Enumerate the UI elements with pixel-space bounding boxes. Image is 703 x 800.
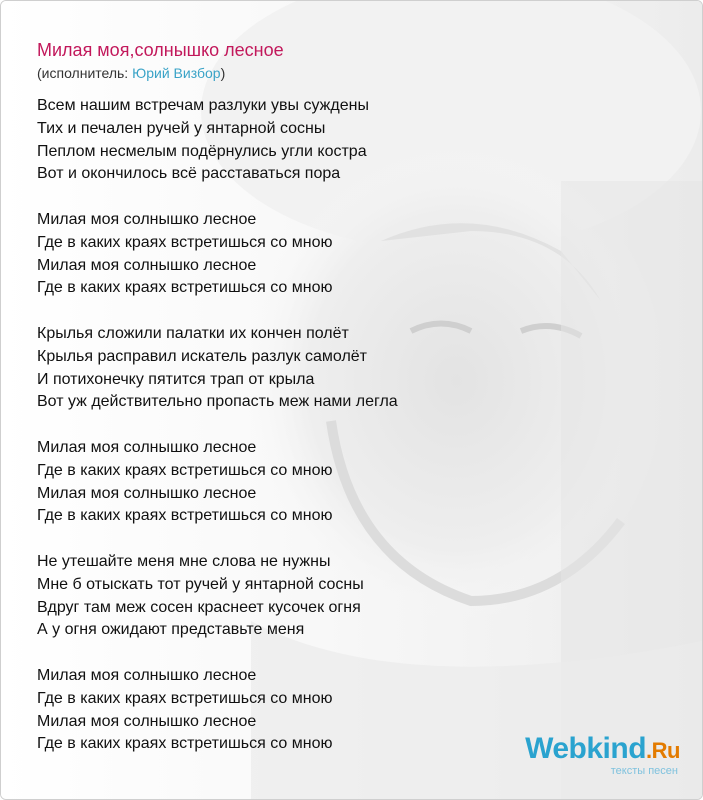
- performer-line: [37, 65, 225, 81]
- stanza: [37, 323, 507, 414]
- stanza-gap: [37, 528, 507, 551]
- lyric-line: Милая моя солнышко лесное: [37, 210, 257, 228]
- lyric-line: Где в каких краях встретишься со мною: [37, 735, 333, 753]
- lyric-line: Тих и печален ручей у янтарной сосны: [37, 119, 326, 137]
- lyric-line: Где в каких краях встретишься со мною: [37, 279, 333, 297]
- performer-prefix: (исполнитель:: [37, 65, 133, 81]
- logo-domain-text: .Ru: [646, 738, 680, 763]
- stanza: [37, 209, 507, 300]
- song-title: Милая моя,солнышко лесное: [37, 40, 284, 60]
- lyric-line: Милая моя солнышко лесное: [37, 712, 257, 730]
- lyric-line: Крылья расправил искатель разлук самолёт: [37, 347, 368, 365]
- lyric-line: А у огня ожидают представьте меня: [37, 621, 305, 639]
- lyric-line: Пеплом несмелым подёрнулись угли костра: [37, 142, 367, 160]
- lyric-line: Вот уж действительно пропасть меж нами легла: [37, 393, 398, 411]
- lyric-line: Не утешайте меня мне слова не нужны: [37, 552, 331, 570]
- logo-wordmark: [525, 734, 680, 766]
- stanza: [37, 665, 507, 756]
- stanza-gap: [37, 300, 507, 323]
- logo-subtitle: тексты песен: [610, 765, 678, 777]
- lyric-line: Вдруг там меж сосен краснеет кусочек огня: [37, 598, 361, 616]
- stanza: [37, 437, 507, 528]
- stanza: [37, 551, 507, 642]
- lyric-line: Где в каких краях встретишься со мною: [37, 233, 333, 251]
- lyric-line: Мне б отыскать тот ручей у янтарной сосны: [37, 575, 364, 593]
- artist-link[interactable]: Юрий Визбор: [132, 65, 221, 81]
- stanza-gap: [37, 414, 507, 437]
- lyric-line: И потихонечку пятится трап от крыла: [37, 370, 315, 388]
- lyric-line: Милая моя солнышко лесное: [37, 438, 257, 456]
- lyric-line: Где в каких краях встретишься со мною: [37, 507, 333, 525]
- lyric-line: Всем нашим встречам разлуки увы суждены: [37, 97, 369, 114]
- stanza: [37, 95, 507, 186]
- lyric-line: Вот и окончилось всё расставаться пора: [37, 165, 341, 183]
- performer-suffix: ): [220, 65, 226, 81]
- lyric-line: Крылья сложили палатки их кончен полёт: [37, 324, 349, 342]
- stanza-gap: [37, 186, 507, 209]
- lyric-line: Милая моя солнышко лесное: [37, 484, 257, 502]
- lyrics-body: [37, 95, 507, 756]
- lyric-line: Милая моя солнышко лесное: [37, 666, 257, 684]
- site-logo[interactable]: [525, 734, 680, 777]
- lyric-line: Где в каких краях встретишься со мною: [37, 689, 333, 707]
- lyric-line: Милая моя солнышко лесное: [37, 256, 257, 274]
- lyric-line: Где в каких краях встретишься со мною: [37, 461, 333, 479]
- stanza-gap: [37, 642, 507, 665]
- logo-main-text: Webkind: [525, 732, 647, 765]
